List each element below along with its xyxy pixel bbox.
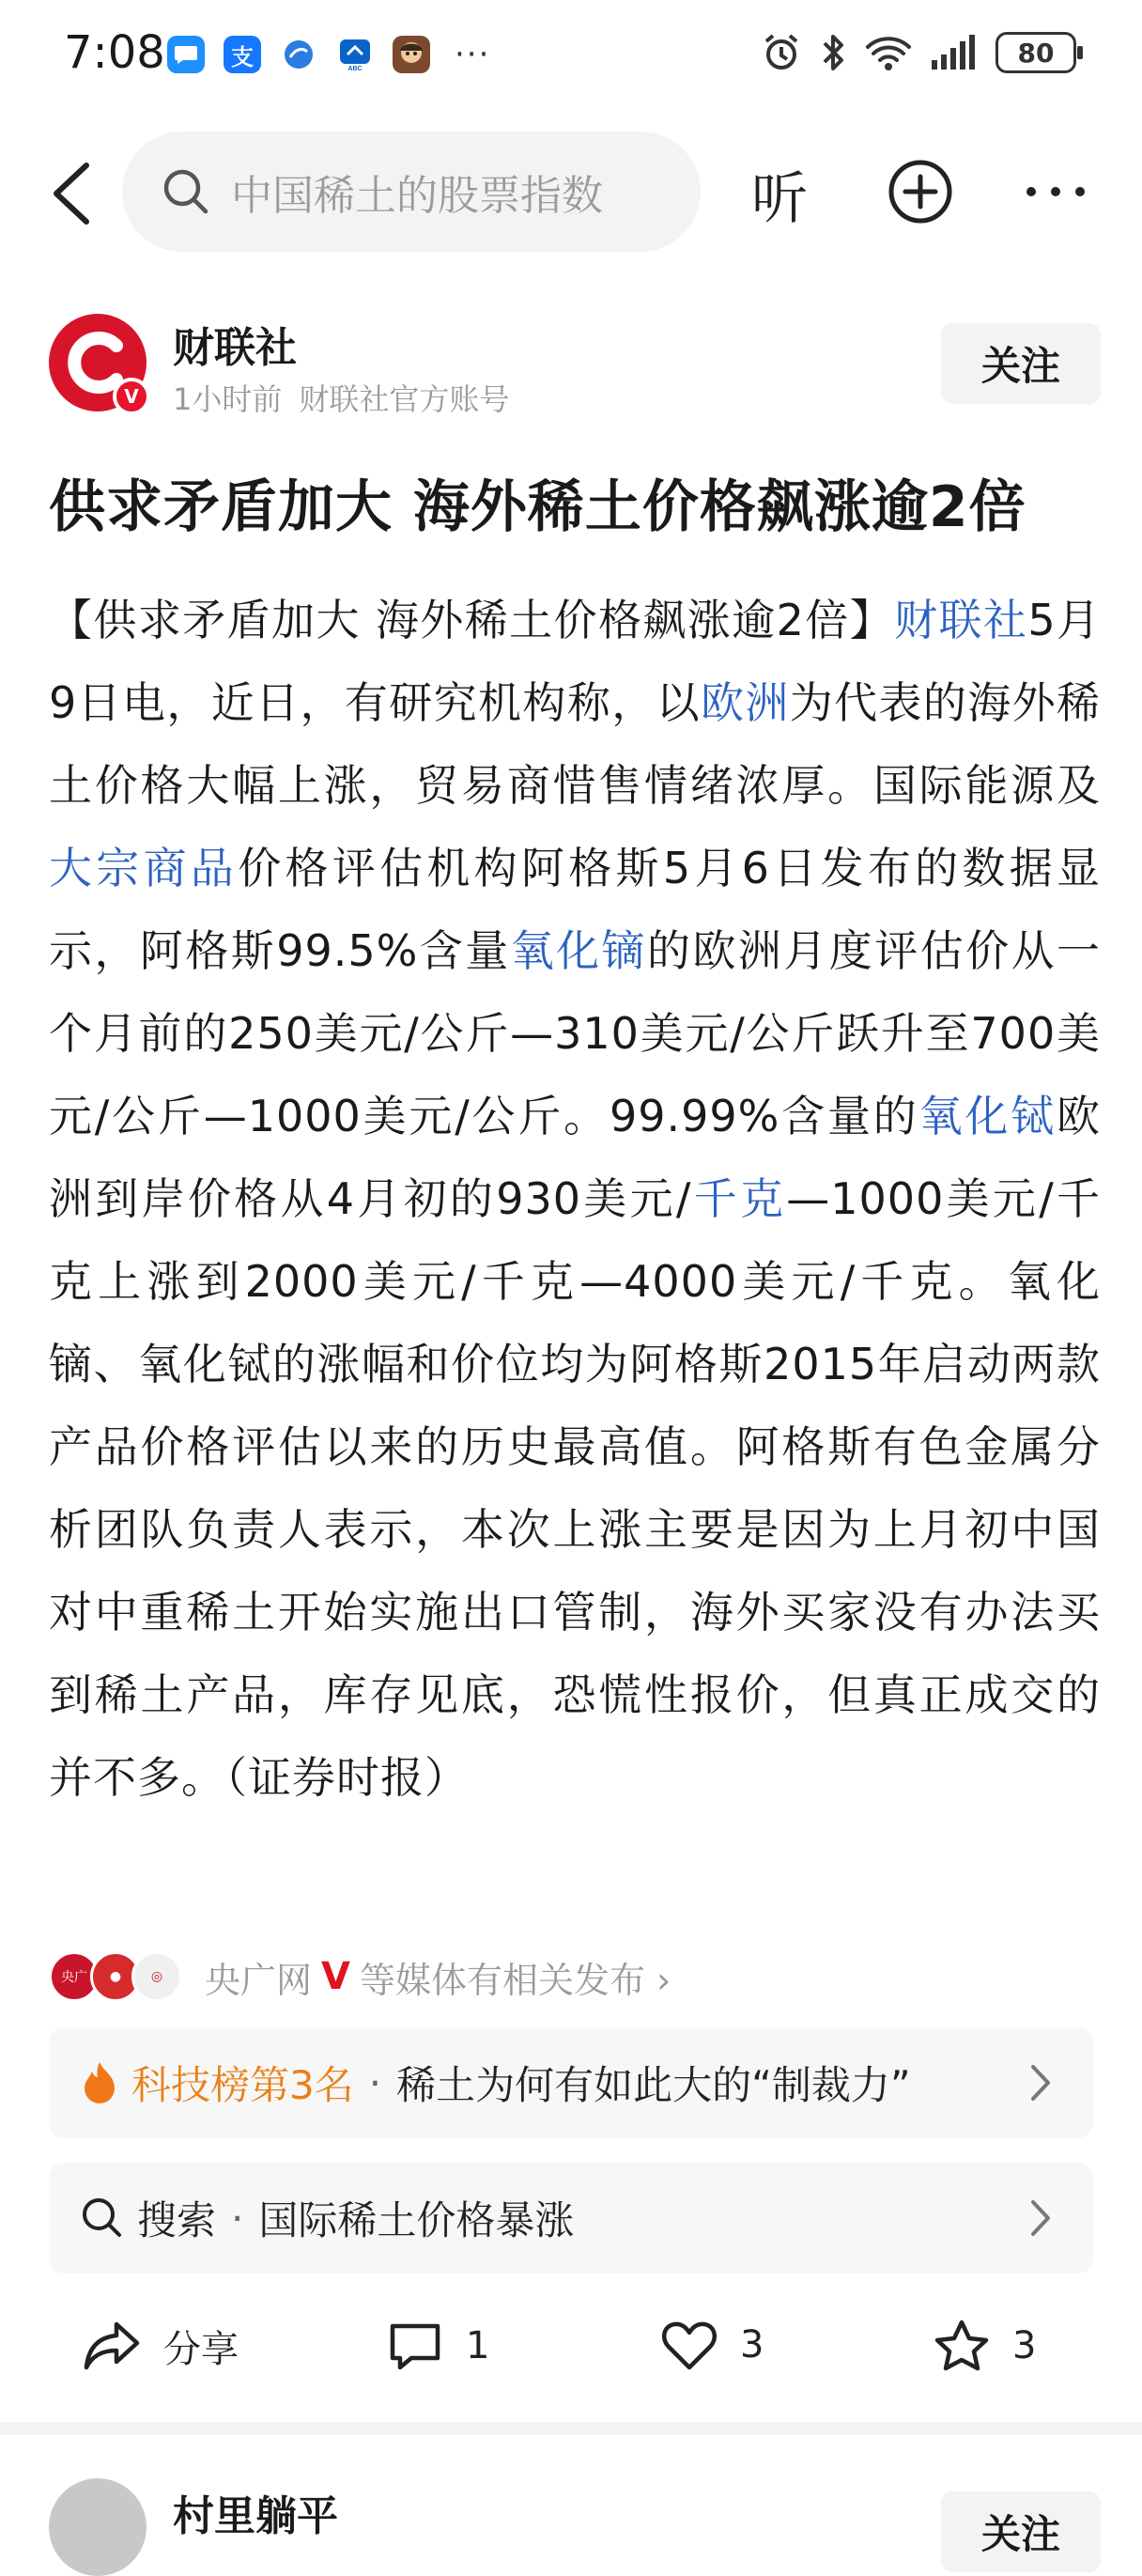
game-app-icon: [393, 36, 430, 73]
search-label: 搜索: [137, 2197, 217, 2243]
status-system-icons: [761, 32, 1076, 73]
author-avatar[interactable]: [49, 314, 147, 411]
status-bar: [0, 0, 1142, 113]
status-app-icons: [167, 36, 490, 73]
body-text: —1000美元/千克上涨到2000美元/千克—4000美元/千克。氧化镝、氧化铽的涨幅和价位均为阿格斯2015年启动两款产品价格评估以来的历史最高值。阿格斯有色金属分析团队负责人表示，本次上涨主要是因为上月初中国对中重稀土开始实施出口管制，海外买家没有办法买到稀土产品，库存见底，恐慌性报价，但真正成交的并不多。（证券时报）: [49, 1173, 1101, 1803]
link-kilogram[interactable]: 千克: [691, 1173, 787, 1224]
separator: ·: [231, 2195, 244, 2242]
separator: ·: [368, 2059, 382, 2106]
battery-icon: 80: [995, 32, 1076, 73]
svg-text:ABC: ABC: [347, 66, 363, 72]
like-button[interactable]: [661, 2319, 764, 2371]
related-sources[interactable]: [49, 1948, 671, 2005]
chevron-right-icon: [1022, 2061, 1059, 2104]
follow-button[interactable]: 关注: [941, 323, 1101, 404]
link-commodities[interactable]: 大宗商品: [49, 843, 239, 893]
body-text: 【供求矛盾加大 海外稀土价格飙涨逾2倍】: [49, 595, 895, 645]
rank-topic: 稀土为何有如此大的“制裁力”: [396, 2062, 911, 2108]
back-button[interactable]: [45, 160, 101, 227]
cnr-logo: 央广: [49, 1951, 100, 2002]
search-icon: [81, 2196, 124, 2240]
article-body: [49, 579, 1101, 1819]
top-navigation: [0, 132, 1142, 254]
post-time: 1小时前: [173, 381, 283, 417]
bluetooth-icon: [819, 32, 847, 73]
author-name[interactable]: 财联社: [173, 324, 297, 372]
messages-app-icon: [167, 36, 205, 73]
add-button[interactable]: [887, 158, 954, 225]
search-query: 国际稀土价格暴涨: [258, 2197, 575, 2243]
media-logo: ●: [90, 1951, 141, 2002]
media-logo: ◎: [131, 1951, 182, 2002]
browser-app-icon: [280, 36, 317, 73]
body-text: 为代表的海外稀土价格大幅上涨，贸易商惜售情绪浓厚。国际能源及: [49, 677, 1101, 811]
plus-circle-icon: [887, 158, 954, 225]
body-text: 的欧洲月度评估价从一个月前的250美元/公斤—310美元/公斤跃升至700美元/公斤—1000美元/公斤。99.99%含量的: [49, 925, 1102, 1141]
search-suggestion-card[interactable]: [49, 2163, 1093, 2273]
search-input[interactable]: [122, 132, 701, 252]
like-count: 3: [740, 2323, 764, 2367]
search-placeholder: 中国稀土的股票指数: [231, 172, 603, 220]
abc-bank-app-icon: [336, 36, 374, 73]
chevron-left-icon: [45, 160, 101, 227]
body-text: 欧洲到岸价格从4月初的930美元/: [49, 1091, 1102, 1224]
wifi-icon: [864, 32, 913, 73]
comment-icon: [387, 2319, 443, 2373]
section-divider: [0, 2422, 1142, 2435]
author-meta: [173, 376, 509, 419]
verified-badge: V: [113, 378, 150, 415]
hot-rank-card[interactable]: [49, 2027, 1093, 2138]
next-post-author[interactable]: 村里躺平: [173, 2492, 338, 2540]
link-cailianshe[interactable]: 财联社: [894, 595, 1028, 645]
share-button[interactable]: [83, 2319, 239, 2373]
alipay-app-icon: 支: [224, 36, 261, 73]
search-icon: [162, 167, 210, 216]
share-label: 分享: [163, 2327, 239, 2371]
source-name: 央广网: [205, 1959, 313, 2001]
alarm-icon: [761, 32, 802, 73]
source-suffix: 等媒体有相关发布 ›: [359, 1959, 671, 2001]
article-headline: 供求矛盾加大 海外稀土价格飙涨逾2倍: [49, 474, 1026, 540]
link-terbium-oxide[interactable]: 氧化铽: [918, 1091, 1057, 1141]
star-icon: [934, 2319, 990, 2373]
body-text: 5月9日电，近日，有研究机构称，以: [49, 595, 1102, 728]
signal-icon: [930, 32, 979, 73]
status-more-indicator: ···: [455, 36, 491, 73]
link-europe[interactable]: 欧洲: [700, 677, 790, 728]
verified-v-icon: V: [321, 1955, 350, 1998]
account-type: 财联社官方账号: [299, 381, 510, 417]
more-options-button[interactable]: [1022, 158, 1089, 225]
rank-label: 科技榜第3名: [131, 2062, 354, 2108]
favorite-count: 3: [1012, 2324, 1037, 2367]
chevron-right-icon: [1022, 2196, 1059, 2240]
next-follow-button[interactable]: 关注: [941, 2491, 1101, 2572]
next-post-avatar[interactable]: [49, 2478, 147, 2576]
body-text: 价格评估机构阿格斯5月6日发布的数据显示，阿格斯99.5%含量: [49, 843, 1102, 976]
status-time: 7:08: [64, 26, 165, 79]
link-dysprosium-oxide[interactable]: 氧化镝: [510, 925, 648, 976]
heart-icon: [661, 2319, 718, 2371]
share-icon: [83, 2319, 141, 2373]
action-bar: [0, 2300, 1142, 2403]
flame-icon: [81, 2060, 118, 2105]
listen-button[interactable]: 听: [751, 166, 808, 232]
source-logos: [49, 1951, 173, 2002]
comment-count: 1: [466, 2324, 490, 2367]
more-dots-icon: [1022, 158, 1089, 225]
comment-button[interactable]: [387, 2319, 489, 2373]
favorite-button[interactable]: [934, 2319, 1036, 2373]
author-row: [49, 314, 1101, 427]
next-post-header: [49, 2465, 1101, 2557]
